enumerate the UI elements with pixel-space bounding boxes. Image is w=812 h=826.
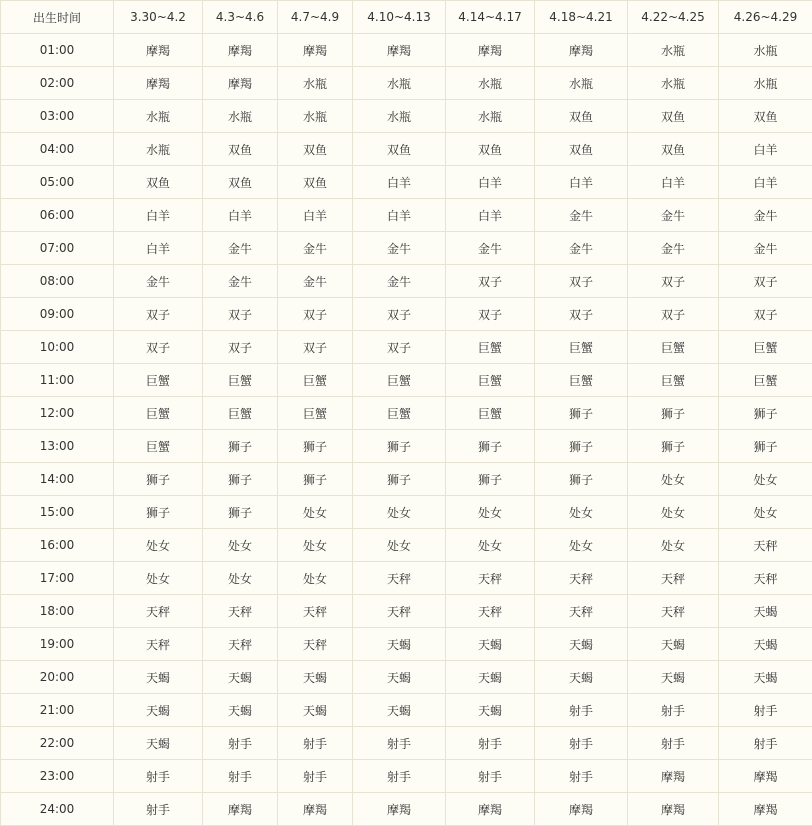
sign-cell: 狮子 [353, 463, 446, 496]
sign-cell: 金牛 [353, 232, 446, 265]
sign-cell: 处女 [278, 562, 353, 595]
time-cell: 13:00 [1, 430, 114, 463]
sign-cell: 双鱼 [353, 133, 446, 166]
table-body [1, 34, 812, 826]
sign-cell: 巨蟹 [446, 331, 535, 364]
sign-cell: 狮子 [719, 430, 812, 463]
sign-cell: 射手 [535, 727, 628, 760]
sign-cell: 摩羯 [114, 34, 203, 67]
column-header-date-range: 4.26~4.29 [719, 1, 812, 34]
sign-cell: 天蝎 [114, 661, 203, 694]
sign-cell: 双子 [353, 331, 446, 364]
sign-cell: 双子 [719, 298, 812, 331]
sign-cell: 天蝎 [535, 661, 628, 694]
sign-cell: 天蝎 [446, 694, 535, 727]
sign-cell: 白羊 [719, 166, 812, 199]
table-row [1, 793, 812, 826]
sign-cell: 巨蟹 [535, 364, 628, 397]
sign-cell: 巨蟹 [203, 364, 278, 397]
table-row [1, 694, 812, 727]
sign-cell: 白羊 [353, 166, 446, 199]
column-header-date-range: 4.22~4.25 [628, 1, 719, 34]
sign-cell: 双子 [628, 298, 719, 331]
sign-cell: 处女 [203, 562, 278, 595]
sign-cell: 天蝎 [353, 694, 446, 727]
time-cell: 11:00 [1, 364, 114, 397]
sign-cell: 水瓶 [278, 67, 353, 100]
sign-cell: 摩羯 [535, 793, 628, 826]
sign-cell: 狮子 [446, 430, 535, 463]
sign-cell: 双鱼 [203, 133, 278, 166]
table-row [1, 760, 812, 793]
sign-cell: 天蝎 [628, 628, 719, 661]
sign-cell: 天蝎 [719, 595, 812, 628]
sign-cell: 白羊 [203, 199, 278, 232]
sign-cell: 处女 [628, 496, 719, 529]
sign-cell: 双子 [446, 265, 535, 298]
sign-cell: 射手 [353, 727, 446, 760]
sign-cell: 摩羯 [278, 793, 353, 826]
sign-cell: 双子 [628, 265, 719, 298]
sign-cell: 金牛 [535, 199, 628, 232]
sign-cell: 天蝎 [203, 694, 278, 727]
sign-cell: 水瓶 [114, 100, 203, 133]
table-row [1, 661, 812, 694]
sign-cell: 天蝎 [353, 628, 446, 661]
table-row [1, 364, 812, 397]
sign-cell: 白羊 [114, 199, 203, 232]
sign-cell: 摩羯 [114, 67, 203, 100]
sign-cell: 处女 [278, 529, 353, 562]
table-row [1, 67, 812, 100]
sign-cell: 金牛 [114, 265, 203, 298]
sign-cell: 巨蟹 [203, 397, 278, 430]
time-cell: 19:00 [1, 628, 114, 661]
sign-cell: 摩羯 [203, 793, 278, 826]
sign-cell: 摩羯 [203, 67, 278, 100]
sign-cell: 天蝎 [628, 661, 719, 694]
sign-cell: 双鱼 [278, 133, 353, 166]
column-header-date-range: 4.7~4.9 [278, 1, 353, 34]
sign-cell: 双子 [114, 298, 203, 331]
sign-cell: 天蝎 [719, 661, 812, 694]
sign-cell: 金牛 [628, 199, 719, 232]
sign-cell: 水瓶 [114, 133, 203, 166]
sign-cell: 天蝎 [114, 694, 203, 727]
sign-cell: 天蝎 [353, 661, 446, 694]
table-row [1, 265, 812, 298]
sign-cell: 双子 [278, 298, 353, 331]
sign-cell: 白羊 [719, 133, 812, 166]
sign-cell: 双鱼 [114, 166, 203, 199]
time-cell: 17:00 [1, 562, 114, 595]
table-row [1, 628, 812, 661]
sign-cell: 摩羯 [353, 34, 446, 67]
table-row [1, 199, 812, 232]
sign-cell: 水瓶 [446, 100, 535, 133]
sign-cell: 天秤 [719, 529, 812, 562]
sign-cell: 天秤 [628, 595, 719, 628]
sign-cell: 狮子 [719, 397, 812, 430]
sign-cell: 摩羯 [719, 760, 812, 793]
sign-cell: 金牛 [628, 232, 719, 265]
sign-cell: 双鱼 [446, 133, 535, 166]
column-header-date-range: 3.30~4.2 [114, 1, 203, 34]
time-cell: 24:00 [1, 793, 114, 826]
sign-cell: 射手 [203, 760, 278, 793]
table-row [1, 430, 812, 463]
sign-cell: 巨蟹 [628, 364, 719, 397]
sign-cell: 金牛 [278, 232, 353, 265]
sign-cell: 狮子 [535, 430, 628, 463]
table-header-row [1, 1, 812, 34]
sign-cell: 双子 [203, 331, 278, 364]
sign-cell: 双子 [535, 298, 628, 331]
sign-cell: 天蝎 [278, 694, 353, 727]
sign-cell: 射手 [628, 727, 719, 760]
sign-cell: 金牛 [353, 265, 446, 298]
sign-cell: 狮子 [628, 397, 719, 430]
time-cell: 02:00 [1, 67, 114, 100]
sign-cell: 白羊 [353, 199, 446, 232]
sign-cell: 双子 [446, 298, 535, 331]
sign-cell: 双鱼 [278, 166, 353, 199]
time-cell: 23:00 [1, 760, 114, 793]
sign-cell: 水瓶 [719, 67, 812, 100]
column-header-date-range: 4.18~4.21 [535, 1, 628, 34]
sign-cell: 狮子 [114, 496, 203, 529]
sign-cell: 水瓶 [353, 100, 446, 133]
table-row [1, 331, 812, 364]
sign-cell: 双子 [114, 331, 203, 364]
table-row [1, 232, 812, 265]
sign-cell: 双鱼 [628, 133, 719, 166]
sign-cell: 巨蟹 [719, 331, 812, 364]
sign-cell: 狮子 [278, 463, 353, 496]
time-cell: 12:00 [1, 397, 114, 430]
column-header-date-range: 4.3~4.6 [203, 1, 278, 34]
time-cell: 03:00 [1, 100, 114, 133]
sign-cell: 天秤 [278, 595, 353, 628]
sign-cell: 双子 [203, 298, 278, 331]
sign-cell: 巨蟹 [353, 364, 446, 397]
time-cell: 18:00 [1, 595, 114, 628]
sign-cell: 水瓶 [628, 34, 719, 67]
table-row [1, 727, 812, 760]
sign-cell: 处女 [203, 529, 278, 562]
sign-cell: 双鱼 [628, 100, 719, 133]
sign-cell: 巨蟹 [719, 364, 812, 397]
sign-cell: 射手 [628, 694, 719, 727]
table-row [1, 133, 812, 166]
sign-cell: 摩羯 [719, 793, 812, 826]
sign-cell: 天秤 [114, 628, 203, 661]
time-cell: 21:00 [1, 694, 114, 727]
sign-cell: 狮子 [203, 430, 278, 463]
sign-cell: 处女 [114, 562, 203, 595]
time-cell: 04:00 [1, 133, 114, 166]
sign-cell: 天秤 [719, 562, 812, 595]
sign-cell: 天秤 [446, 595, 535, 628]
sign-cell: 巨蟹 [446, 364, 535, 397]
sign-cell: 巨蟹 [628, 331, 719, 364]
sign-cell: 射手 [203, 727, 278, 760]
sign-cell: 射手 [278, 727, 353, 760]
sign-cell: 巨蟹 [114, 364, 203, 397]
sign-cell: 天秤 [203, 628, 278, 661]
sign-cell: 金牛 [535, 232, 628, 265]
sign-cell: 白羊 [446, 166, 535, 199]
sign-cell: 金牛 [719, 199, 812, 232]
sign-cell: 双鱼 [535, 100, 628, 133]
sign-cell: 天秤 [353, 562, 446, 595]
time-cell: 10:00 [1, 331, 114, 364]
sign-cell: 白羊 [278, 199, 353, 232]
sign-cell: 射手 [353, 760, 446, 793]
sign-cell: 巨蟹 [114, 397, 203, 430]
sign-cell: 摩羯 [535, 34, 628, 67]
sign-cell: 天蝎 [114, 727, 203, 760]
time-cell: 01:00 [1, 34, 114, 67]
time-cell: 16:00 [1, 529, 114, 562]
sign-cell: 处女 [719, 496, 812, 529]
time-cell: 07:00 [1, 232, 114, 265]
sign-cell: 天秤 [535, 562, 628, 595]
sign-cell: 射手 [535, 760, 628, 793]
sign-cell: 处女 [278, 496, 353, 529]
sign-cell: 狮子 [203, 496, 278, 529]
sign-cell: 天秤 [203, 595, 278, 628]
table-row [1, 463, 812, 496]
sign-cell: 双子 [278, 331, 353, 364]
sign-cell: 狮子 [114, 463, 203, 496]
sign-cell: 狮子 [535, 397, 628, 430]
sign-cell: 天秤 [446, 562, 535, 595]
sign-cell: 射手 [114, 760, 203, 793]
sign-cell: 射手 [446, 727, 535, 760]
sign-cell: 射手 [719, 727, 812, 760]
sign-cell: 狮子 [535, 463, 628, 496]
table-row [1, 496, 812, 529]
sign-cell: 金牛 [719, 232, 812, 265]
sign-cell: 巨蟹 [278, 364, 353, 397]
sign-cell: 巨蟹 [535, 331, 628, 364]
sign-cell: 处女 [353, 496, 446, 529]
sign-cell: 白羊 [628, 166, 719, 199]
sign-cell: 天秤 [114, 595, 203, 628]
table-row [1, 562, 812, 595]
sign-cell: 处女 [353, 529, 446, 562]
sign-cell: 摩羯 [353, 793, 446, 826]
sign-cell: 天蝎 [535, 628, 628, 661]
sign-cell: 狮子 [353, 430, 446, 463]
sign-cell: 摩羯 [628, 793, 719, 826]
sign-cell: 射手 [278, 760, 353, 793]
sign-cell: 天秤 [278, 628, 353, 661]
sign-cell: 摩羯 [628, 760, 719, 793]
time-cell: 15:00 [1, 496, 114, 529]
sign-cell: 水瓶 [719, 34, 812, 67]
time-cell: 22:00 [1, 727, 114, 760]
sign-cell: 狮子 [203, 463, 278, 496]
sign-cell: 天蝎 [278, 661, 353, 694]
time-cell: 09:00 [1, 298, 114, 331]
sign-cell: 水瓶 [203, 100, 278, 133]
sign-cell: 双子 [719, 265, 812, 298]
sign-cell: 处女 [628, 463, 719, 496]
sign-cell: 天蝎 [446, 661, 535, 694]
sign-cell: 射手 [535, 694, 628, 727]
sign-cell: 摩羯 [446, 34, 535, 67]
time-cell: 14:00 [1, 463, 114, 496]
column-header-date-range: 4.10~4.13 [353, 1, 446, 34]
sign-cell: 天秤 [353, 595, 446, 628]
table-row [1, 100, 812, 133]
sign-cell: 双鱼 [535, 133, 628, 166]
sign-cell: 水瓶 [446, 67, 535, 100]
sign-cell: 射手 [719, 694, 812, 727]
sign-cell: 天蝎 [719, 628, 812, 661]
table-row [1, 595, 812, 628]
sign-cell: 摩羯 [446, 793, 535, 826]
sign-cell: 金牛 [278, 265, 353, 298]
sign-cell: 双鱼 [203, 166, 278, 199]
sign-cell: 处女 [446, 529, 535, 562]
sign-cell: 白羊 [446, 199, 535, 232]
sign-cell: 处女 [446, 496, 535, 529]
sign-cell: 处女 [535, 529, 628, 562]
table-row [1, 166, 812, 199]
sign-cell: 金牛 [203, 265, 278, 298]
sign-cell: 处女 [719, 463, 812, 496]
sign-cell: 狮子 [446, 463, 535, 496]
table-row [1, 298, 812, 331]
column-header-birth-time: 出生时间 [1, 1, 114, 34]
sign-cell: 天蝎 [203, 661, 278, 694]
sign-cell: 摩羯 [203, 34, 278, 67]
sign-cell: 巨蟹 [353, 397, 446, 430]
sign-cell: 巨蟹 [446, 397, 535, 430]
sign-cell: 白羊 [535, 166, 628, 199]
sign-cell: 射手 [114, 793, 203, 826]
sign-cell: 水瓶 [628, 67, 719, 100]
sign-cell: 巨蟹 [114, 430, 203, 463]
table-row [1, 397, 812, 430]
sign-cell: 双鱼 [719, 100, 812, 133]
time-cell: 06:00 [1, 199, 114, 232]
sign-cell: 狮子 [628, 430, 719, 463]
sign-cell: 天秤 [535, 595, 628, 628]
sign-cell: 巨蟹 [278, 397, 353, 430]
sign-cell: 双子 [535, 265, 628, 298]
sign-cell: 处女 [114, 529, 203, 562]
sign-cell: 白羊 [114, 232, 203, 265]
sign-cell: 摩羯 [278, 34, 353, 67]
table-row [1, 34, 812, 67]
sign-cell: 金牛 [446, 232, 535, 265]
sign-cell: 金牛 [203, 232, 278, 265]
sign-cell: 狮子 [278, 430, 353, 463]
sign-cell: 射手 [446, 760, 535, 793]
sign-cell: 天蝎 [446, 628, 535, 661]
sign-cell: 天秤 [628, 562, 719, 595]
sign-cell: 水瓶 [353, 67, 446, 100]
sign-cell: 水瓶 [535, 67, 628, 100]
sign-cell: 处女 [628, 529, 719, 562]
time-cell: 05:00 [1, 166, 114, 199]
sign-cell: 双子 [353, 298, 446, 331]
sign-cell: 处女 [535, 496, 628, 529]
column-header-date-range: 4.14~4.17 [446, 1, 535, 34]
time-cell: 08:00 [1, 265, 114, 298]
sign-cell: 水瓶 [278, 100, 353, 133]
table-row [1, 529, 812, 562]
time-cell: 20:00 [1, 661, 114, 694]
